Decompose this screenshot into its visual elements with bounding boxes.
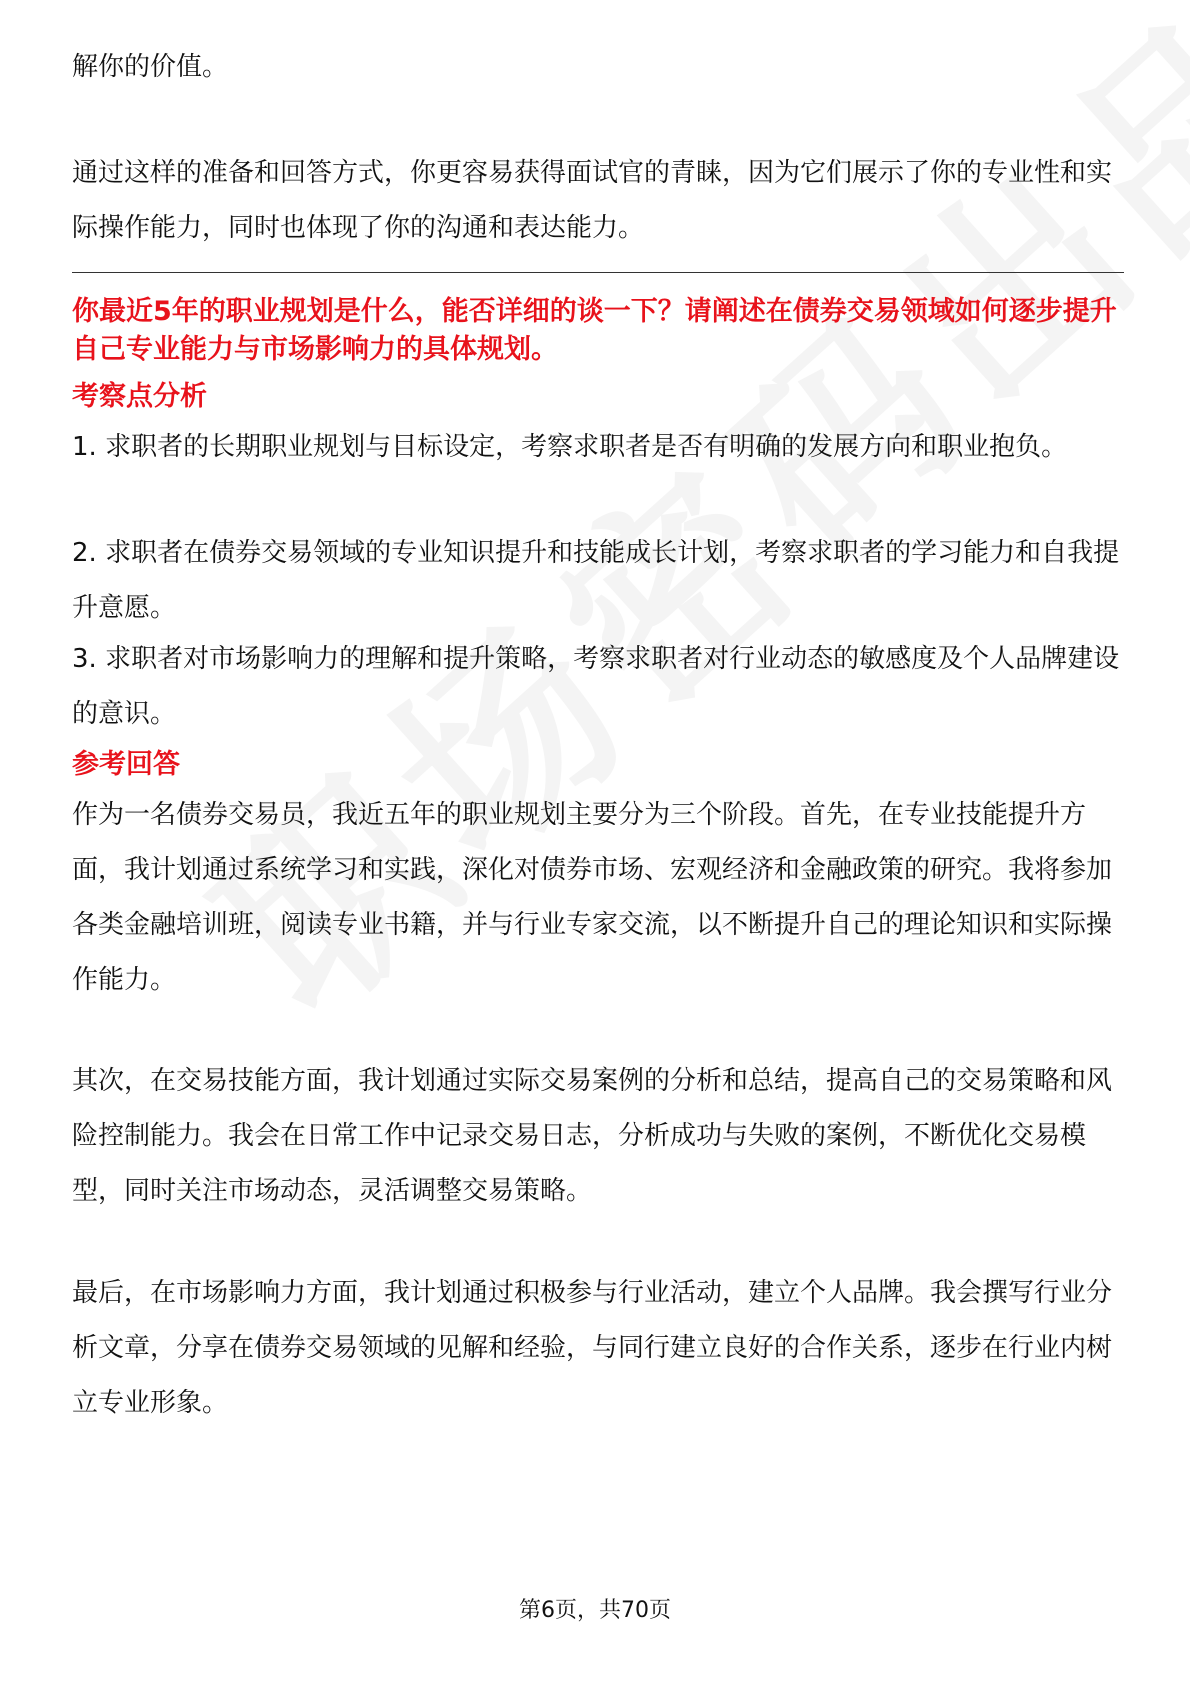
reference-heading: 参考回答 xyxy=(72,749,180,780)
section-divider xyxy=(72,272,1124,273)
analysis-item-2: 2. 求职者在债券交易领域的专业知识提升和技能成长计划，考察求职者的学习能力和自我提升意愿。 xyxy=(72,538,1120,623)
top-fragment: 解你的价值。 xyxy=(72,52,229,82)
analysis-item-3: 3. 求职者对市场影响力的理解和提升策略，考察求职者对行业动态的敏感度及个人品牌建设的意识。 xyxy=(72,644,1120,729)
reference-paragraph-3: 最后，在市场影响力方面，我计划通过积极参与行业活动，建立个人品牌。我会撰写行业分析文章，分享在债券交易领域的见解和经验，与同行建立良好的合作关系，逐步在行业内树立专业形象。 xyxy=(72,1278,1113,1418)
document-page xyxy=(72,0,1124,1684)
analysis-item-1: 1. 求职者的长期职业规划与目标设定，考察求职者是否有明确的发展方向和职业抱负。 xyxy=(72,432,1068,462)
reference-paragraph-1: 作为一名债券交易员，我近五年的职业规划主要分为三个阶段。首先，在专业技能提升方面，我计划通过系统学习和实践，深化对债券市场、宏观经济和金融政策的研究。我将参加各类金融培训班，阅读专业书籍，并与行业专家交流，以不断提升自己的理论知识和实际操作能力。 xyxy=(72,800,1113,995)
intro-summary: 通过这样的准备和回答方式，你更容易获得面试官的青睐，因为它们展示了你的专业性和实际操作能力，同时也体现了你的沟通和表达能力。 xyxy=(72,158,1113,243)
analysis-heading: 考察点分析 xyxy=(72,381,207,412)
reference-paragraph-2: 其次，在交易技能方面，我计划通过实际交易案例的分析和总结，提高自己的交易策略和风险控制能力。我会在日常工作中记录交易日志，分析成功与失败的案例，不断优化交易模型，同时关注市场动态，灵活调整交易策略。 xyxy=(72,1066,1113,1206)
page-number: 第6页，共70页 xyxy=(519,1598,671,1623)
question-title: 你最近5年的职业规划是什么，能否详细的谈一下？请阐述在债券交易领域如何逐步提升自己专业能力与市场影响力的具体规划。 xyxy=(72,296,1117,365)
